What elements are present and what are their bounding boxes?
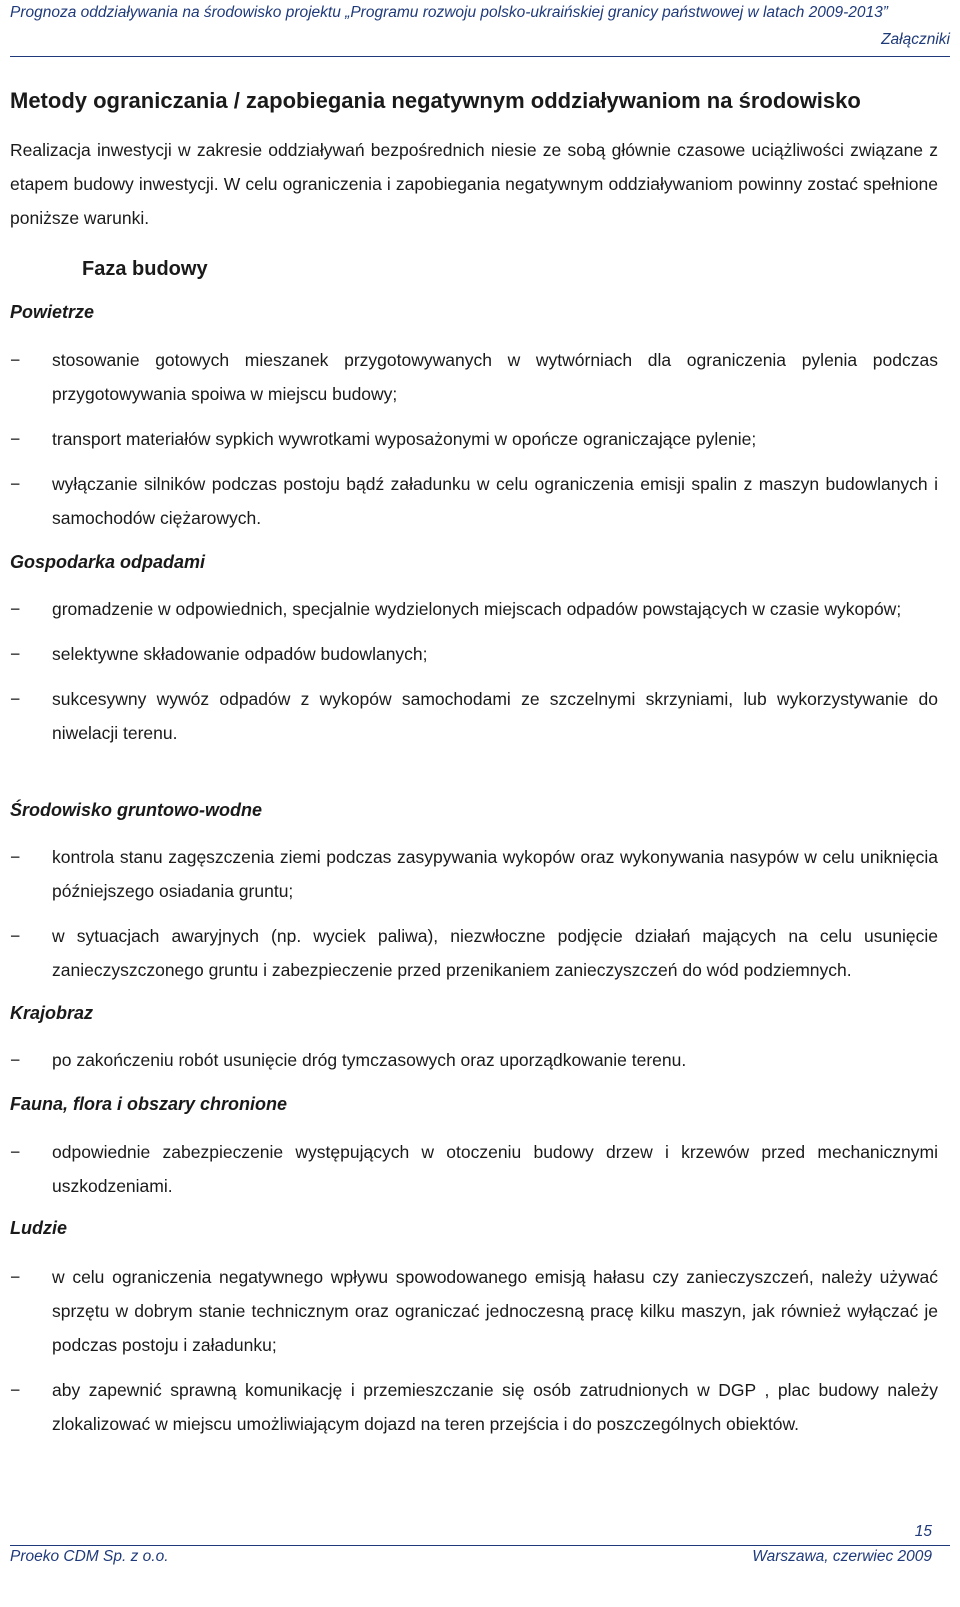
list-item-text: odpowiednie zabezpieczenie występujących w otoczeniu budowy drzew i krzewów przed mechanicznymi uszkodzeniami. [52, 1142, 938, 1196]
section-heading-fauna-flora: Fauna, flora i obszary chronione [10, 1094, 288, 1114]
dash-bullet: − [10, 1142, 21, 1162]
list-item [0, 1135, 938, 1203]
list-item [0, 1260, 938, 1362]
list-item-text: stosowanie gotowych mieszanek przygotowywanych w wytwórniach dla ograniczenia pylenia podczas przygotowywania spoiwa w miejscu budowy; [52, 350, 938, 404]
document-title: Metody ograniczania / zapobiegania negatywnym oddziaływaniom na środowisko [10, 88, 861, 113]
dash-bullet: − [10, 644, 21, 664]
list-item [0, 637, 938, 671]
list-item-text: gromadzenie w odpowiednich, specjalnie wydzielonych miejscach odpadów powstających w czasie wykopów; [52, 599, 902, 619]
section-list-fauna-flora [0, 1135, 938, 1214]
list-item [0, 1043, 938, 1077]
section-heading-krajobraz: Krajobraz [10, 1003, 94, 1023]
intro-paragraph: Realizacja inwestycji w zakresie oddziaływań bezpośrednich niesie ze sobą głównie czasowe uciążliwości związane z etapem budowy inwestycji. W celu ograniczenia i zapobiegania negatywnym oddziaływaniom powinny zostać spełnione poniższe warunki. [10, 140, 938, 228]
dash-bullet: − [10, 350, 21, 370]
header-section-label: Załączniki [881, 31, 950, 48]
list-item-text: wyłączanie silników podczas postoju bądź załadunku w celu ograniczenia emisji spalin z maszyn budowlanych i samochodów ciężarowych. [52, 474, 938, 528]
section-heading-powietrze: Powietrze [10, 302, 95, 322]
dash-bullet: − [10, 1050, 21, 1070]
list-item [0, 343, 938, 411]
section-list-gospodarka-odpadami [0, 592, 938, 761]
dash-bullet: − [10, 926, 21, 946]
section-heading-gospodarka-odpadami: Gospodarka odpadami [10, 552, 206, 572]
list-item-text: po zakończeniu robót usunięcie dróg tymczasowych oraz uporządkowanie terenu. [52, 1050, 687, 1070]
section-heading-srodowisko-gruntowo-wodne: Środowisko gruntowo-wodne [10, 800, 262, 820]
list-item [0, 1373, 938, 1441]
list-item [0, 467, 938, 535]
list-item-text: w sytuacjach awaryjnych (np. wyciek paliwa), niezwłoczne podjęcie działań mających na celu usunięcie zanieczyszczonego gruntu i zabezpieczenie przed przenikaniem zanieczyszczeń do wód podziemnych. [52, 926, 938, 980]
page-number: 15 [914, 1523, 932, 1540]
section-heading-ludzie: Ludzie [10, 1218, 67, 1238]
list-item-text: selektywne składowanie odpadów budowlanych; [52, 644, 428, 664]
dash-bullet: − [10, 847, 21, 867]
section-list-powietrze [0, 343, 938, 546]
list-item-text: w celu ograniczenia negatywnego wpływu spowodowanego emisją hałasu czy zanieczyszczeń, należy używać sprzętu w dobrym stanie technicznym oraz ograniczać jednoczesną pracę kilku maszyn, jak również wyłączać je podczas postoju i załadunku; [52, 1267, 938, 1355]
list-item-text: aby zapewnić sprawną komunikację i przemieszczanie się osób zatrudnionych w DGP , plac budowy należy zlokalizować w miejscu umożliwiającym dojazd na teren przejścia i do poszczególnych obiektów. [52, 1380, 938, 1434]
list-item [0, 919, 938, 987]
footer-divider [10, 1545, 950, 1546]
dash-bullet: − [10, 429, 21, 449]
footer-company: Proeko CDM Sp. z o.o. [10, 1548, 169, 1565]
list-item [0, 682, 938, 750]
list-item-text: kontrola stanu zagęszczenia ziemi podczas zasypywania wykopów oraz wykonywania nasypów w celu uniknięcia późniejszego osiadania gruntu; [52, 847, 938, 901]
dash-bullet: − [10, 599, 21, 619]
header-title: Prognoza oddziaływania na środowisko projektu „Programu rozwoju polsko-ukraińskiej granicy państwowej w latach 2009-2013” [10, 4, 888, 21]
list-item-text: sukcesywny wywóz odpadów z wykopów samochodami ze szczelnymi skrzyniami, lub wykorzystywanie do niwelacji terenu. [52, 689, 938, 743]
list-item [0, 840, 938, 908]
dash-bullet: − [10, 1380, 21, 1400]
section-list-krajobraz [0, 1043, 938, 1088]
phase-heading: Faza budowy [82, 258, 208, 280]
dash-bullet: − [10, 1267, 21, 1287]
dash-bullet: − [10, 474, 21, 494]
section-list-ludzie [0, 1260, 938, 1452]
list-item [0, 422, 938, 456]
list-item-text: transport materiałów sypkich wywrotkami wyposażonymi w opończe ograniczające pylenie; [52, 429, 757, 449]
page-header [10, 0, 950, 57]
section-list-srodowisko-gruntowo-wodne [0, 840, 938, 998]
dash-bullet: − [10, 689, 21, 709]
footer-place-date: Warszawa, czerwiec 2009 [752, 1548, 932, 1565]
list-item [0, 592, 938, 626]
